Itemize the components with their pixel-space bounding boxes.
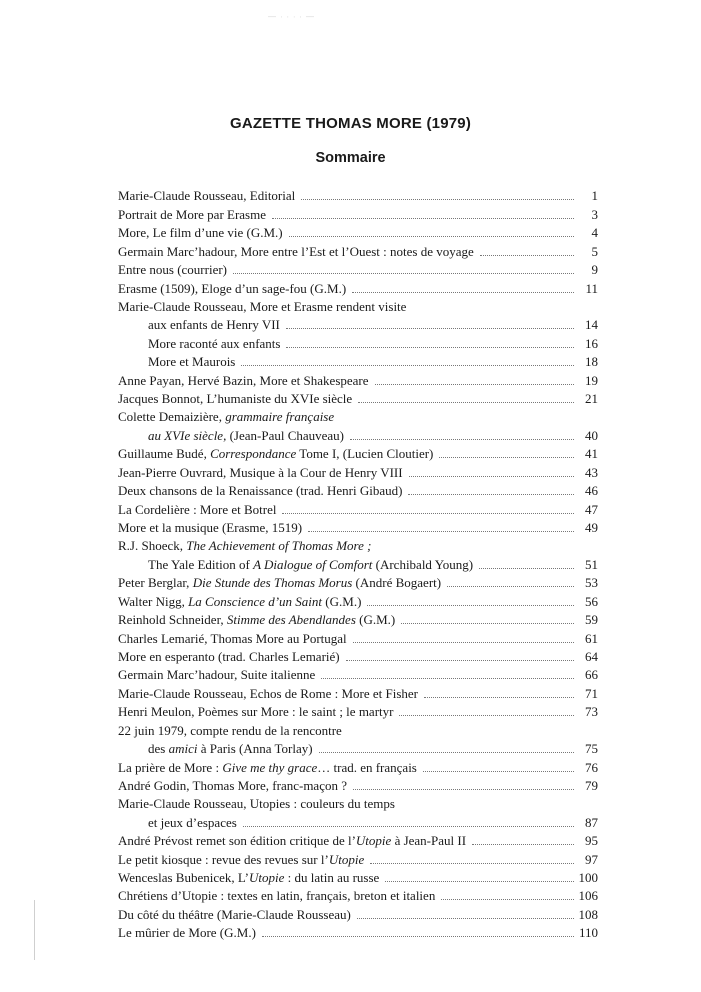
toc-entry-title: Germain Marc’hadour, Suite italienne: [118, 667, 316, 683]
toc-entry-page: 14: [585, 317, 598, 333]
toc-entry[interactable]: [118, 904, 598, 922]
toc-entry-title: [118, 612, 395, 628]
toc-entry[interactable]: [118, 665, 598, 683]
table-of-contents: [118, 186, 598, 941]
toc-prefix: Le petit kiosque : revue des revues sur l’: [118, 851, 329, 867]
toc-entry[interactable]: [118, 278, 598, 296]
dot-leader: [301, 199, 574, 200]
dot-leader: [321, 678, 574, 679]
dot-leader: [479, 568, 574, 569]
toc-work-title: Utopie: [328, 851, 365, 867]
toc-entry-title: Erasme (1509), Eloge d’un sage-fou (G.M.): [118, 280, 347, 296]
toc-entry-page: 76: [585, 759, 598, 775]
toc-entry-title: 22 juin 1979, compte rendu de la rencontre: [118, 722, 342, 738]
toc-entry-title: Marie-Claude Rousseau, Echos de Rome : More et Fisher: [118, 685, 419, 701]
toc-entry[interactable]: [118, 831, 598, 849]
toc-entry-title: Chrétiens d’Utopie : textes en latin, français, breton et italien: [118, 888, 436, 904]
toc-work-title: The Achievement of Thomas More ;: [186, 538, 372, 554]
toc-entry-page: 40: [585, 427, 598, 443]
toc-reviewer: (G.M.): [355, 612, 396, 628]
dot-leader: [423, 771, 574, 772]
dot-leader: [480, 255, 574, 256]
toc-work-title: Utopie: [248, 870, 285, 886]
toc-entry[interactable]: [118, 186, 598, 204]
toc-entry[interactable]: [118, 554, 598, 572]
toc-entry[interactable]: [118, 389, 598, 407]
toc-entry-page: 59: [585, 612, 598, 628]
toc-entry-page: 75: [585, 741, 598, 757]
toc-entry-page: 4: [591, 225, 598, 241]
toc-entry-title: [118, 870, 379, 886]
toc-entry-page: 47: [585, 501, 598, 517]
dot-leader: [439, 457, 574, 458]
scan-edge-line: [34, 900, 35, 960]
toc-reviewer: (André Bogaert): [352, 575, 442, 591]
toc-entry-title: Charles Lemarié, Thomas More au Portugal: [118, 630, 347, 646]
toc-entry-title: [148, 428, 344, 444]
page-title: GAZETTE THOMAS MORE (1979): [229, 115, 472, 132]
toc-entry-page: 110: [578, 925, 598, 941]
toc-entry[interactable]: [118, 315, 598, 333]
dot-leader: [353, 642, 574, 643]
dot-leader: [370, 863, 574, 864]
toc-entry-page: 56: [585, 593, 598, 609]
toc-reviewer: Tome I, (Lucien Cloutier): [296, 446, 434, 462]
dot-leader: [409, 476, 574, 477]
toc-reviewer: (Jean-Paul Chauveau): [226, 427, 345, 443]
toc-entry-page: 61: [585, 630, 598, 646]
toc-work-title: Give me thy grace: [222, 759, 318, 775]
toc-entry-page: 87: [585, 814, 598, 830]
dot-leader: [441, 899, 574, 900]
toc-entry-title: More et Maurois: [148, 354, 236, 370]
dot-leader: [289, 236, 574, 237]
toc-entry-page: 71: [585, 685, 598, 701]
toc-entry[interactable]: [118, 628, 598, 646]
toc-entry[interactable]: [118, 462, 598, 480]
toc-entry-title: More et la musique (Erasme, 1519): [118, 520, 303, 536]
toc-entry-title: [118, 446, 433, 462]
toc-entry-page: 46: [585, 483, 598, 499]
toc-entry-heading: [118, 794, 598, 812]
toc-entry-title: [118, 760, 417, 776]
toc-entry-title: More, Le film d’une vie (G.M.): [118, 225, 283, 241]
toc-entry-page: 19: [585, 372, 598, 388]
dot-leader: [375, 384, 574, 385]
page-subtitle: Sommaire: [315, 150, 386, 166]
toc-entry-title: [118, 575, 441, 591]
dot-leader: [286, 347, 574, 348]
toc-suffix: à Jean-Paul II: [391, 833, 467, 849]
dot-leader: [346, 660, 574, 661]
toc-entry-title: [118, 852, 364, 868]
dot-leader: [352, 292, 574, 293]
toc-entry-title: More raconté aux enfants: [148, 335, 281, 351]
toc-entry[interactable]: [118, 481, 598, 499]
toc-suffix: … trad. en français: [317, 759, 417, 775]
toc-entry-title: [118, 594, 361, 610]
toc-entry-page: 11: [585, 280, 598, 296]
toc-prefix: André Prévost remet son édition critique de l’: [118, 833, 356, 849]
toc-author: Reinhold Schneider,: [118, 612, 227, 628]
toc-work-title: A Dialogue of Comfort: [253, 556, 373, 572]
toc-entry-title: [148, 557, 473, 573]
toc-entry-title: [118, 409, 334, 425]
toc-entry[interactable]: [118, 757, 598, 775]
toc-entry-page: 79: [585, 777, 598, 793]
toc-entry[interactable]: [118, 425, 598, 443]
toc-entry[interactable]: [118, 499, 598, 517]
toc-entry-page: 73: [585, 704, 598, 720]
toc-entry[interactable]: [118, 204, 598, 222]
toc-entry-title: Le mûrier de More (G.M.): [118, 925, 256, 941]
dot-leader: [319, 752, 574, 753]
toc-entry[interactable]: [118, 849, 598, 867]
toc-entry-page: 64: [585, 648, 598, 664]
toc-entry-page: 51: [585, 556, 598, 572]
toc-work-title: grammaire française: [225, 409, 335, 425]
toc-entry-page: 100: [578, 870, 598, 886]
dot-leader: [243, 826, 574, 827]
toc-entry-title: Anne Payan, Hervé Bazin, More et Shakespeare: [118, 372, 369, 388]
dot-leader: [262, 936, 574, 937]
toc-entry[interactable]: [118, 260, 598, 278]
toc-entry-title: André Godin, Thomas More, franc-maçon ?: [118, 777, 347, 793]
toc-entry-page: 18: [585, 354, 598, 370]
dot-leader: [286, 328, 574, 329]
toc-author: Guillaume Budé,: [118, 446, 211, 462]
toc-entry-page: 16: [585, 335, 598, 351]
toc-entry-page: 49: [585, 520, 598, 536]
dot-leader: [358, 402, 574, 403]
dot-leader: [401, 623, 574, 624]
toc-entry[interactable]: [118, 683, 598, 701]
toc-reviewer: à Paris (Anna Torlay): [197, 741, 313, 757]
toc-entry[interactable]: [118, 739, 598, 757]
toc-author: Walter Nigg,: [118, 593, 189, 609]
toc-entry[interactable]: [118, 444, 598, 462]
toc-work-title: au XVIe siècle,: [148, 427, 227, 443]
toc-entry[interactable]: [118, 702, 598, 720]
toc-entry-heading: [118, 297, 598, 315]
toc-work-title: Die Stunde des Thomas Morus: [192, 575, 353, 591]
toc-entry-page: 21: [585, 391, 598, 407]
toc-entry-page: 95: [585, 833, 598, 849]
toc-entry-page: 106: [578, 888, 598, 904]
toc-prefix: The Yale Edition of: [148, 556, 254, 572]
toc-entry-page: 5: [591, 243, 598, 259]
toc-entry[interactable]: [118, 610, 598, 628]
dot-leader: [447, 586, 574, 587]
toc-work-title: Correspondance: [210, 446, 297, 462]
dot-leader: [424, 697, 574, 698]
toc-entry-page: 1: [591, 188, 598, 204]
dot-leader: [233, 273, 574, 274]
toc-entry-title: aux enfants de Henry VII: [148, 317, 280, 333]
toc-author: R.J. Shoeck,: [118, 538, 187, 554]
toc-entry[interactable]: [118, 591, 598, 609]
toc-entry-title: Entre nous (courrier): [118, 262, 228, 278]
toc-entry-title: Henri Meulon, Poèmes sur More : le saint ; le martyr: [118, 704, 394, 720]
toc-prefix: des: [148, 741, 169, 757]
toc-entry-page: 3: [591, 206, 598, 222]
toc-prefix: La prière de More :: [118, 759, 223, 775]
toc-entry-title: Marie-Claude Rousseau, Editorial: [118, 188, 296, 204]
scan-header-mark: — ∙ ∙ ∙ ∙ —: [268, 12, 316, 21]
toc-entry-heading: [118, 720, 598, 738]
dot-leader: [408, 494, 574, 495]
dot-leader: [472, 844, 574, 845]
toc-work-title: Stimme des Abendlandes: [226, 612, 356, 628]
toc-entry-title: La Cordelière : More et Botrel: [118, 501, 277, 517]
toc-entry-title: Portrait de More par Erasme: [118, 206, 267, 222]
dot-leader: [308, 531, 574, 532]
toc-work-title: Utopie: [355, 833, 392, 849]
toc-entry-title: Marie-Claude Rousseau, More et Erasme rendent visite: [118, 298, 407, 314]
toc-entry-title: Jean-Pierre Ouvrard, Musique à la Cour de Henry VIII: [118, 464, 403, 480]
toc-author: Peter Berglar,: [118, 575, 193, 591]
toc-entry-title: Marie-Claude Rousseau, Utopies : couleurs du temps: [118, 796, 395, 812]
toc-entry-title: [118, 538, 371, 554]
dot-leader: [399, 715, 574, 716]
toc-entry[interactable]: [118, 573, 598, 591]
toc-entry-title: Jacques Bonnot, L’humaniste du XVIe siècle: [118, 391, 353, 407]
toc-entry-title: et jeux d’espaces: [148, 814, 237, 830]
toc-reviewer: (Archibald Young): [372, 556, 474, 572]
toc-entry[interactable]: [118, 370, 598, 388]
toc-entry-title: Germain Marc’hadour, More entre l’Est et l’Ouest : notes de voyage: [118, 243, 474, 259]
dot-leader: [350, 439, 574, 440]
dot-leader: [357, 918, 574, 919]
toc-entry-title: More en esperanto (trad. Charles Lemarié): [118, 648, 340, 664]
toc-entry[interactable]: [118, 886, 598, 904]
toc-entry[interactable]: [118, 241, 598, 259]
toc-entry[interactable]: [118, 352, 598, 370]
toc-entry-heading: [118, 407, 598, 425]
toc-entry-title: [148, 741, 313, 757]
toc-entry-page: 97: [585, 851, 598, 867]
toc-entry-page: 9: [591, 262, 598, 278]
dot-leader: [272, 218, 574, 219]
toc-entry-page: 53: [585, 575, 598, 591]
toc-entry[interactable]: [118, 333, 598, 351]
toc-entry-title: Du côté du théâtre (Marie-Claude Rousseau): [118, 906, 351, 922]
dot-leader: [282, 513, 574, 514]
toc-work-title: amici: [168, 741, 198, 757]
toc-work-title: La Conscience d’un Saint: [188, 593, 323, 609]
toc-entry[interactable]: [118, 776, 598, 794]
toc-author: Colette Demaizière,: [118, 409, 226, 425]
toc-entry-title: Deux chansons de la Renaissance (trad. Henri Gibaud): [118, 483, 403, 499]
toc-entry[interactable]: [118, 868, 598, 886]
toc-entry-title: [118, 833, 466, 849]
toc-entry-heading: [118, 536, 598, 554]
dot-leader: [353, 789, 574, 790]
toc-entry-page: 108: [578, 906, 598, 922]
toc-entry-page: 41: [585, 446, 598, 462]
toc-entry[interactable]: [118, 812, 598, 830]
dot-leader: [367, 605, 574, 606]
toc-author: Wenceslas Bubenicek, L’: [118, 870, 249, 886]
toc-entry[interactable]: [118, 518, 598, 536]
toc-entry-page: 66: [585, 667, 598, 683]
toc-entry[interactable]: [118, 223, 598, 241]
toc-suffix: : du latin au russe: [284, 870, 380, 886]
toc-entry-page: 43: [585, 464, 598, 480]
dot-leader: [385, 881, 574, 882]
toc-entry[interactable]: [118, 923, 598, 941]
dot-leader: [241, 365, 574, 366]
toc-entry[interactable]: [118, 647, 598, 665]
toc-reviewer: (G.M.): [322, 593, 362, 609]
